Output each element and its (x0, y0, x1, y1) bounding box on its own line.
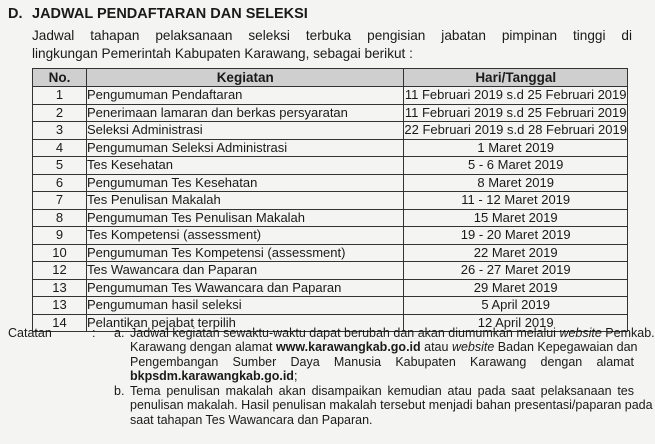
note-b-line-3: saat tahapan Tes Wawancara dan Paparan. (130, 412, 373, 427)
cell-tanggal: 22 Februari 2019 s.d 28 Februari 2019 (404, 122, 627, 138)
cell-kegiatan: Pengumuman Tes Wawancara dan Paparan (87, 279, 404, 297)
cell-kegiatan: Pengumuman Seleksi Administrasi (87, 139, 404, 157)
cell-no: 14 (33, 314, 87, 332)
cell-tanggal: 11 - 12 Maret 2019 (404, 192, 628, 210)
note-b-line-2: penulisan makalah. Hasil penulisan makalah tersebut menjadi bahan presentasi/paparan pada (130, 398, 653, 413)
table-row (33, 122, 628, 140)
note-a (114, 326, 655, 384)
website-link[interactable]: www.karawangkab.go.id (275, 340, 421, 355)
note-a-line-3: Pengembangan Sumber Daya Manusia Kabupaten Karawang dengan alamat (130, 354, 634, 369)
note-a-line-2: Karawang dengan alamat www.karawangkab.go.id atau website Badan Kepegawaian dan (130, 340, 638, 355)
cell-no: 8 (33, 209, 87, 227)
header-tanggal: Hari/Tanggal (404, 69, 628, 87)
cell-kegiatan: Pelantikan pejabat terpilih (87, 314, 404, 332)
cell-no: 2 (33, 104, 87, 122)
table-row (33, 262, 628, 280)
cell-tanggal: 11 Februari 2019 s.d 25 Februari 2019 (404, 104, 627, 120)
cell-tanggal: 12 April 2019 (404, 314, 628, 332)
notes-colon: : (92, 326, 96, 340)
cell-tanggal: 26 - 27 Maret 2019 (404, 262, 628, 280)
table-row (33, 192, 628, 210)
table-row (33, 227, 628, 245)
cell-tanggal: 5 April 2019 (404, 297, 628, 315)
cell-no: 10 (33, 244, 87, 262)
note-b-marker: b. (114, 384, 125, 398)
cell-kegiatan: Tes Penulisan Makalah (87, 192, 404, 210)
cell-tanggal: 15 Maret 2019 (404, 209, 628, 227)
header-kegiatan: Kegiatan (87, 69, 404, 87)
table-row (33, 279, 628, 297)
table-row (33, 244, 628, 262)
intro-line-2: lingkungan Pemerintah Kabupaten Karawang, sebagai berikut : (32, 46, 413, 61)
cell-no: 13 (33, 297, 87, 315)
note-a-line-4: bkpsdm.karawangkab.go.id; (130, 369, 298, 384)
section-letter: D. (8, 6, 23, 22)
cell-no: 9 (33, 227, 87, 245)
cell-no: 7 (33, 192, 87, 210)
header-no: No. (33, 69, 87, 87)
table-row (33, 174, 628, 192)
cell-kegiatan: Pengumuman hasil seleksi (87, 297, 404, 315)
cell-no: 6 (33, 174, 87, 192)
cell-no: 4 (33, 139, 87, 157)
table-row (33, 157, 628, 175)
bkpsdm-link[interactable]: bkpsdm.karawangkab.go.id (130, 369, 294, 384)
table-row (33, 104, 628, 122)
table-row (33, 209, 628, 227)
note-a-line-1: Jadwal kegiatan sewaktu-waktu dapat berubah dan akan diumumkan melalui website Pemkab. (130, 326, 655, 340)
cell-no: 12 (33, 262, 87, 280)
section-heading (8, 6, 308, 22)
cell-tanggal: 19 - 20 Maret 2019 (404, 227, 628, 245)
cell-kegiatan: Pengumuman Tes Kesehatan (87, 174, 404, 192)
note-a-marker: a. (114, 326, 125, 340)
cell-kegiatan: Penerimaan lamaran dan berkas persyaratan (87, 104, 404, 122)
cell-kegiatan: Seleksi Administrasi (87, 122, 404, 140)
cell-tanggal: 1 Maret 2019 (404, 139, 628, 157)
notes-label: Catatan (8, 326, 52, 340)
cell-no: 13 (33, 279, 87, 297)
cell-kegiatan: Tes Kesehatan (87, 157, 404, 175)
cell-tanggal: 11 Februari 2019 s.d 25 Februari 2019 (404, 87, 627, 103)
cell-kegiatan: Pengumuman Tes Penulisan Makalah (87, 209, 404, 227)
note-b-line-1: Tema penulisan makalah akan disampaikan kemudian atau pada saat pelaksanaan tes (130, 384, 634, 398)
note-b (114, 384, 653, 427)
cell-no: 1 (33, 87, 87, 105)
intro-paragraph (32, 27, 632, 63)
cell-tanggal: 22 Maret 2019 (404, 244, 628, 262)
cell-tanggal: 8 Maret 2019 (404, 174, 628, 192)
cell-tanggal: 5 - 6 Maret 2019 (404, 157, 628, 175)
section-title: JADWAL PENDAFTARAN DAN SELEKSI (32, 6, 308, 22)
table-row (33, 87, 628, 105)
cell-kegiatan: Tes Wawancara dan Paparan (87, 262, 404, 280)
schedule-table (32, 68, 628, 332)
cell-tanggal: 29 Maret 2019 (404, 279, 628, 297)
cell-no: 3 (33, 122, 87, 140)
table-header-row (33, 69, 628, 87)
cell-kegiatan: Tes Kompetensi (assessment) (87, 227, 404, 245)
table-row (33, 139, 628, 157)
table-row (33, 297, 628, 315)
cell-kegiatan: Pengumuman Pendaftaran (87, 87, 404, 105)
cell-no: 5 (33, 157, 87, 175)
intro-line-1: Jadwal tahapan pelaksanaan seleksi terbuka pengisian jabatan pimpinan tinggi di (32, 28, 632, 43)
cell-kegiatan: Pengumuman Tes Kompetensi (assessment) (87, 244, 404, 262)
